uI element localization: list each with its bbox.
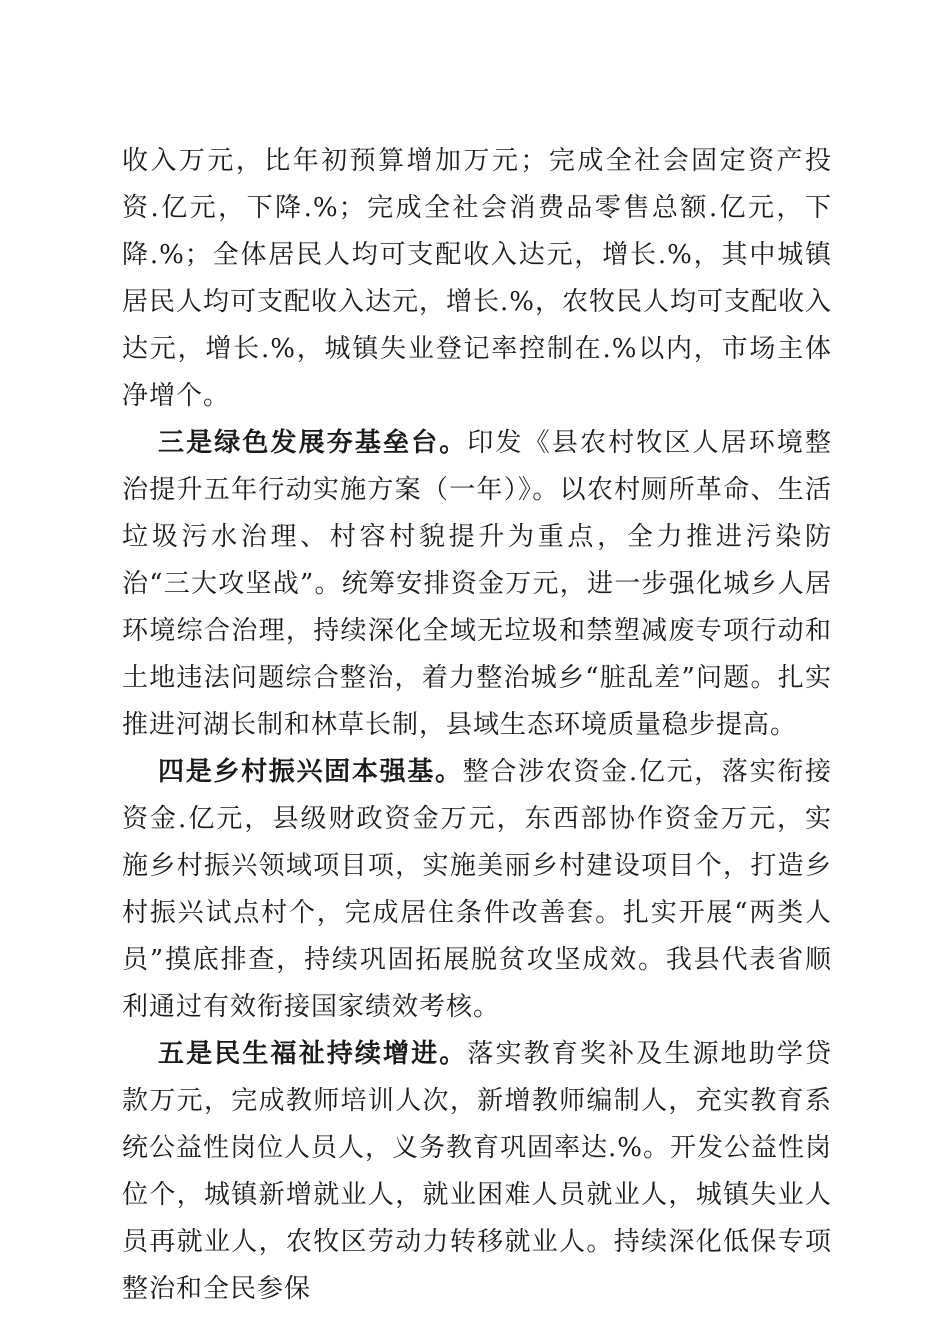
paragraph-green-development bbox=[122, 420, 832, 749]
paragraph-rural-revitalization bbox=[122, 749, 832, 1031]
paragraph-text: 整合涉农资金.亿元，落实衔接资金.亿元，县级财政资金万元，东西部协作资金万元，实施乡村振兴领域项目项，实施美丽乡村建设项目个，打造乡村振兴试点村个，完成居住条件改善套。扎实开展“两类人员”摸底排查，持续巩固拓展脱贫攻坚成效。我县代表省顺利通过有效衔接国家绩效考核。 bbox=[122, 757, 832, 1022]
paragraph-lead: 三是绿色发展夯基垒台。 bbox=[158, 428, 468, 458]
document-body bbox=[122, 138, 832, 1313]
paragraph-text: 印发《县农村牧区人居环境整治提升五年行动实施方案（一年）》。以农村厕所革命、生活垃圾污水治理、村容村貌提升为重点，全力推进污染防治“三大攻坚战”。统筹安排资金万元，进一步强化城乡人居环境综合治理，持续深化全域无垃圾和禁塑减废专项行动和土地违法问题综合整治，着力整治城乡“脏乱差”问题。扎实推进河湖长制和林草长制，县域生态环境质量稳步提高。 bbox=[122, 428, 832, 740]
paragraph-lead: 四是乡村振兴固本强基。 bbox=[158, 757, 463, 787]
paragraph-livelihood bbox=[122, 1031, 832, 1313]
paragraph-text: 收入万元，比年初预算增加万元；完成全社会固定资产投资.亿元，下降.%；完成全社会消费品零售总额.亿元，下降.%；全体居民人均可支配收入达元，增长.%，其中城镇居民人均可支配收入达元，增长.%，农牧民人均可支配收入达元，增长.%，城镇失业登记率控制在.%以内，市场主体净增个。 bbox=[122, 146, 832, 411]
paragraph-fiscal-summary bbox=[122, 138, 832, 420]
paragraph-text: 落实教育奖补及生源地助学贷款万元，完成教师培训人次，新增教师编制人，充实教育系统公益性岗位人员人，义务教育巩固率达.%。开发公益性岗位个，城镇新增就业人，就业困难人员就业人，城镇失业人员再就业人，农牧区劳动力转移就业人。持续深化低保专项整治和全民参保 bbox=[122, 1039, 832, 1304]
paragraph-lead: 五是民生福祉持续增进。 bbox=[158, 1039, 468, 1069]
